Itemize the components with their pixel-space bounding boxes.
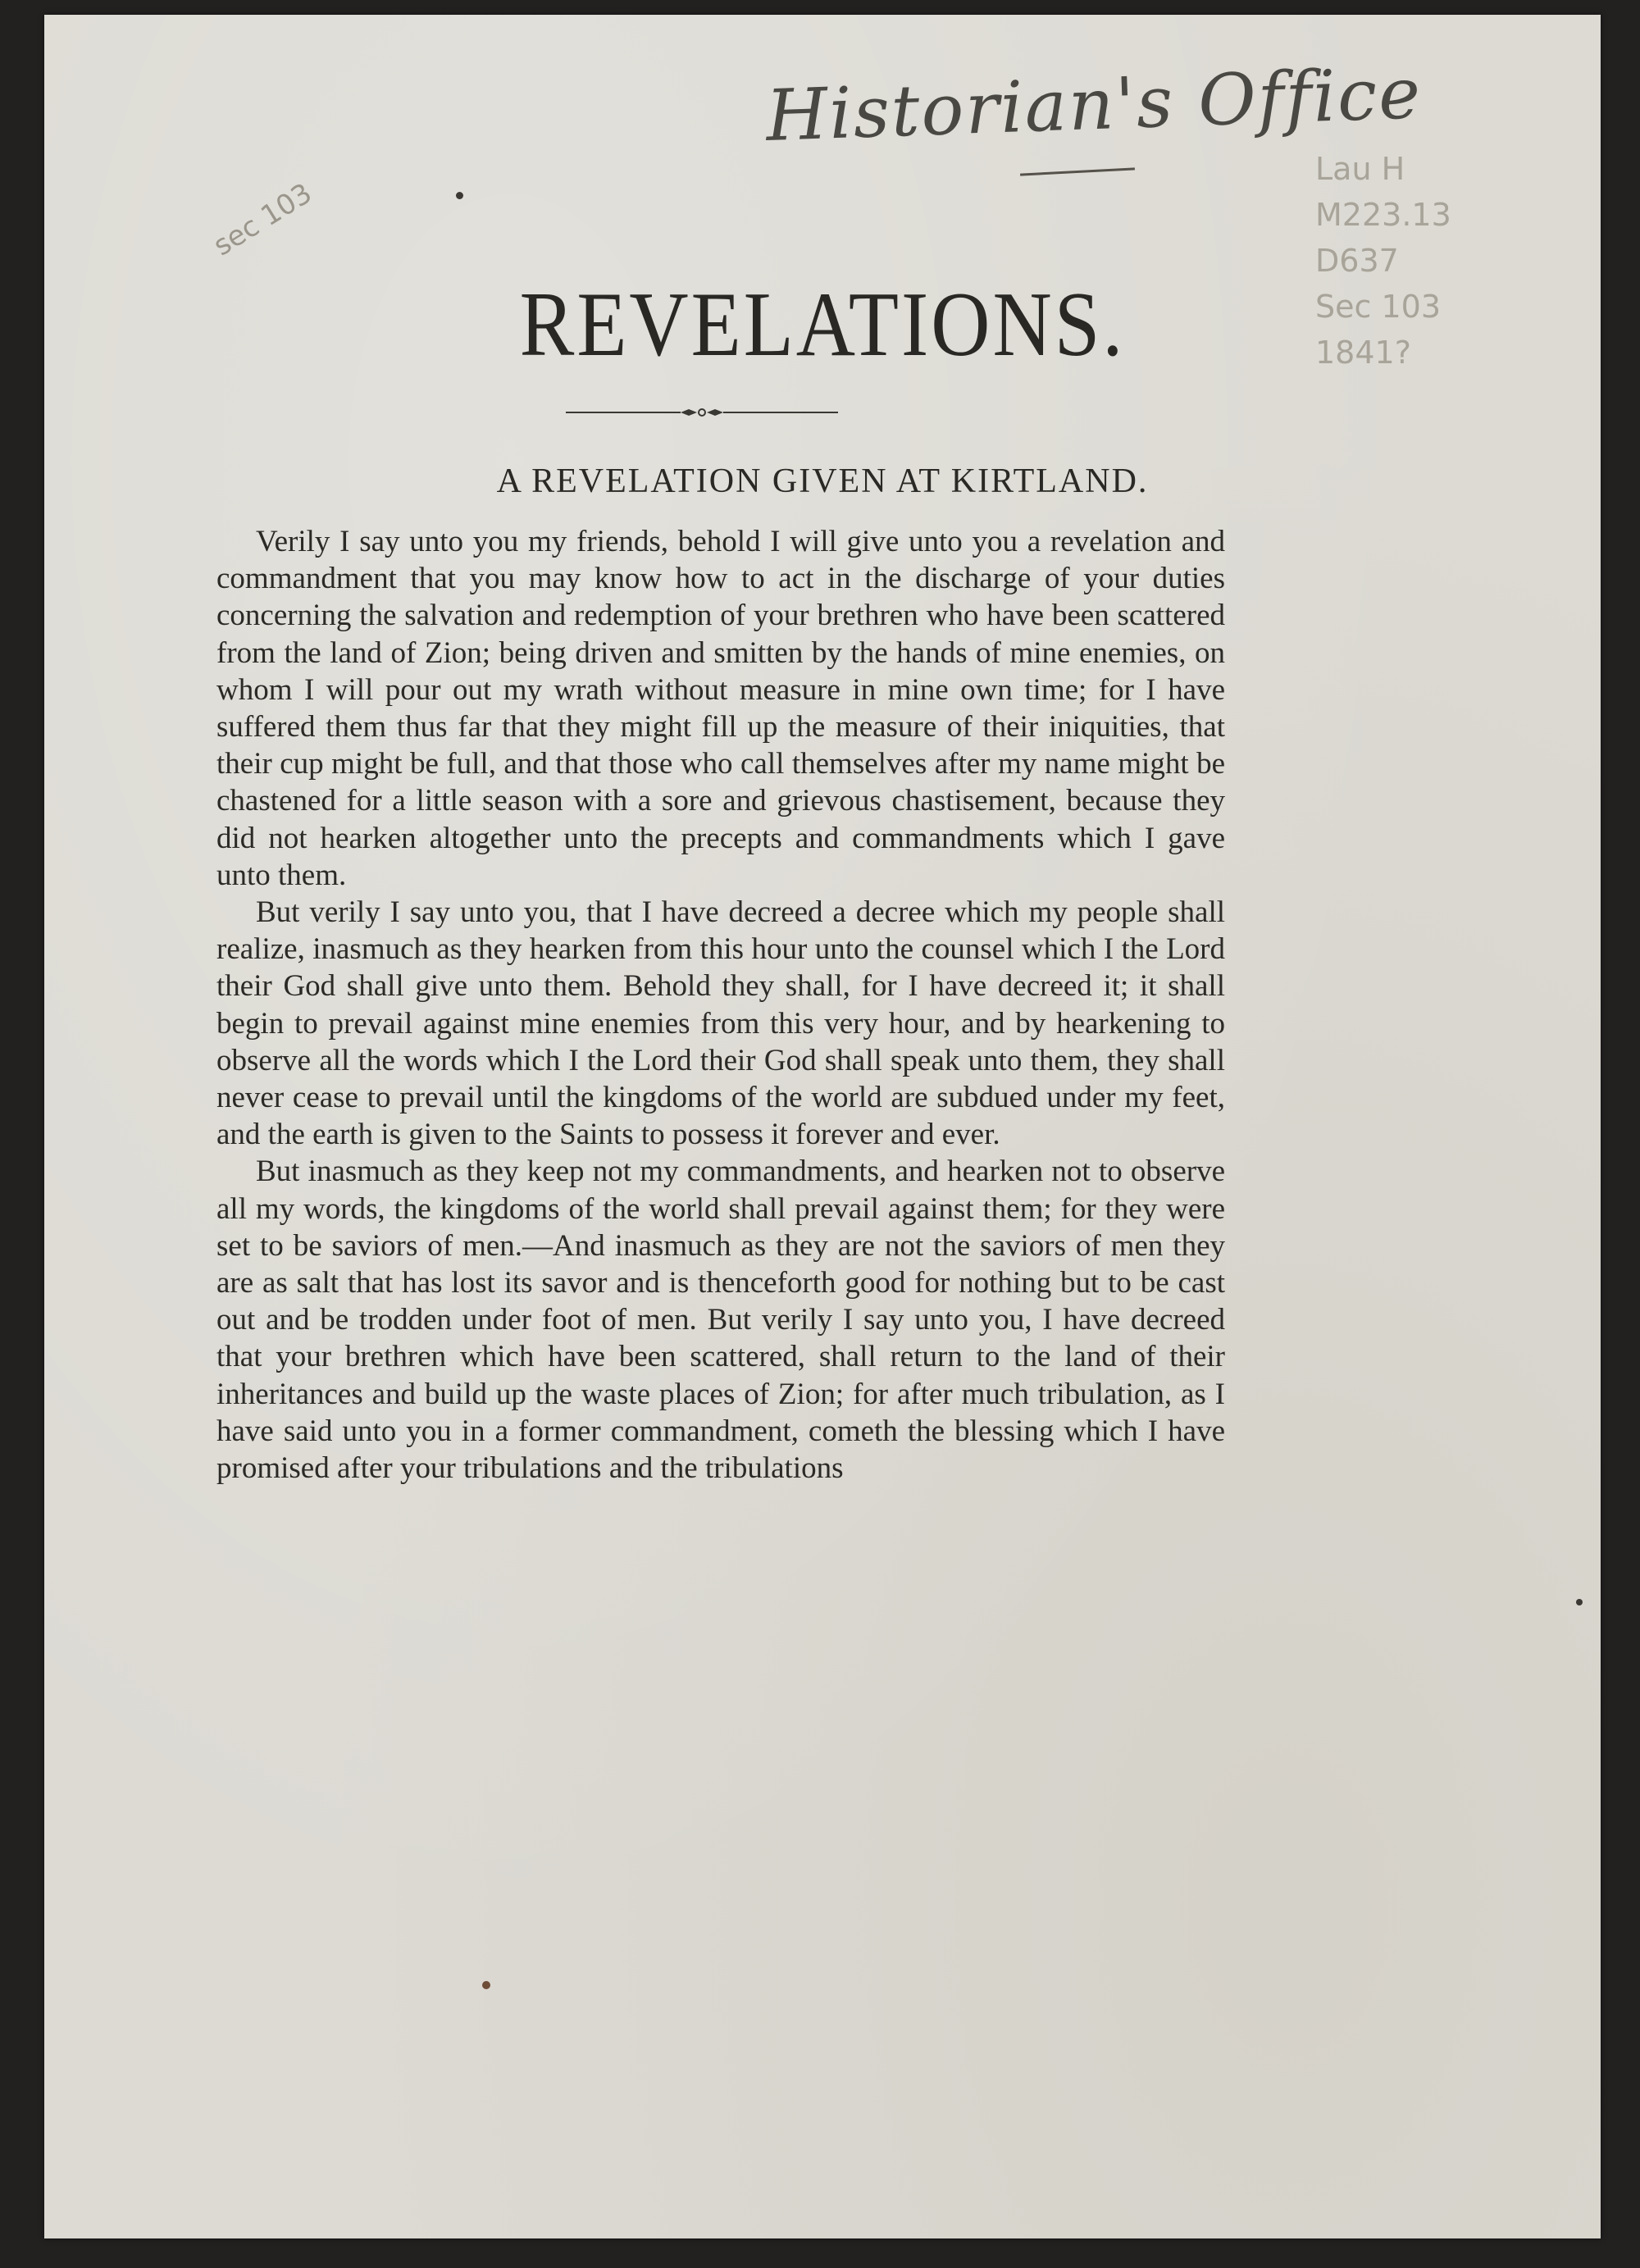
pencil-line: D637 <box>1315 243 1399 279</box>
ornament-divider <box>566 407 838 418</box>
document-title: REVELATIONS. <box>519 273 1126 376</box>
ink-speck <box>456 192 463 199</box>
handwritten-annotation: Historian's Office <box>764 52 1424 157</box>
document-page <box>44 15 1601 2238</box>
pencil-line: M223.13 <box>1315 197 1451 233</box>
pencil-annotation-left: sec 103 <box>207 176 318 263</box>
pencil-line: Lau H <box>1315 151 1405 187</box>
document-body <box>216 523 1225 1487</box>
pencil-line: Sec 103 <box>1315 289 1442 325</box>
ink-speck <box>1576 1599 1583 1605</box>
handwritten-underline <box>1020 167 1135 175</box>
paragraph: Verily I say unto you my friends, behold I will give unto you a revelation and commandment that you may know how to act in the discharge of your duties concerning the salvation and redemption of your brethren who have been scattered from the land of Zion; being driven and smitten by the hands of mine enemies, on whom I will pour out my wrath without measure in mine own time; for I have suffered them thus far that they might fill up the measure of their iniquities, that their cup might be full, and that those who call themselves after my name might be chastened for a little season with a sore and grievous chastisement, because they did not hearken altogether unto the precepts and commandments which I gave unto them. <box>216 525 1225 892</box>
ink-speck <box>482 1981 490 1989</box>
pencil-line: 1841? <box>1315 335 1411 371</box>
document-subtitle: A REVELATION GIVEN AT KIRTLAND. <box>496 462 1149 500</box>
paragraph: But inasmuch as they keep not my commandments, and hearken not to observe all my words, the kingdoms of the world shall prevail against them; for they were set to be saviors of men.—And inasmuch as they are not the saviors of men they are as salt that has lost its savor and is thenceforth good for nothing but to be cast out and be trodden under foot of men. But verily I say unto you, I have decreed that your brethren which have been scattered, shall return to the land of their inheritances and build up the waste places of Zion; for after much tribulation, as I have said unto you in a former commandment, cometh the blessing which I have promised after your tribulations and the tribulations <box>216 1154 1225 1486</box>
paragraph: But verily I say unto you, that I have decreed a decree which my people shall realize, inasmuch as they hearken from this hour unto the counsel which I the Lord their God shall give unto them. Behold they shall, for I have decreed it; it shall begin to prevail against mine enemies from this very hour, and by hearkening to observe all the words which I the Lord their God shall speak unto them, they shall never cease to prevail until the kingdoms of the world are subdued under my feet, and the earth is given to the Saints to possess it forever and ever. <box>216 895 1225 1152</box>
